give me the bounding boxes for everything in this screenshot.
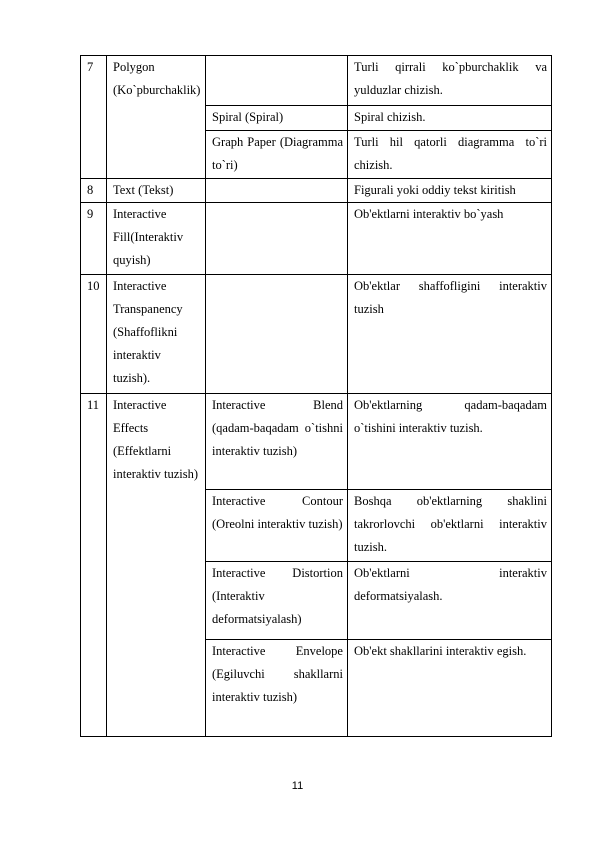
sub-tool-name — [206, 56, 348, 106]
sub-tool-name: Interactive Contour (Oreolni interaktiv tuzish) — [206, 490, 348, 562]
row-number: 10 — [81, 275, 107, 394]
sub-tool-name: Graph Paper (Diagramma to`ri) — [206, 131, 348, 179]
tool-name: Interactive Effects (Effektlarni interaktiv tuzish) — [107, 394, 206, 737]
table-row — [81, 394, 552, 490]
table-row — [81, 56, 552, 106]
table-row — [81, 203, 552, 275]
tool-description: Boshqa ob'ektlarning shaklini takrorlovchi ob'ektlarni interaktiv tuzish. — [348, 490, 552, 562]
sub-tool-name: Interactive Blend (qadam-baqadam o`tishni interaktiv tuzish) — [206, 394, 348, 490]
row-number: 9 — [81, 203, 107, 275]
page-number: 11 — [291, 780, 304, 792]
tool-description: Ob'ektlarning qadam-baqadam o`tishini interaktiv tuzish. — [348, 394, 552, 490]
tool-description: Figurali yoki oddiy tekst kiritish — [348, 179, 552, 203]
table-row — [81, 179, 552, 203]
tool-name: Text (Tekst) — [107, 179, 206, 203]
tool-description: Ob'ektlarni interaktiv deformatsiyalash. — [348, 562, 552, 640]
sub-tool-name: Interactive Distortion (Interaktiv deformatsiyalash) — [206, 562, 348, 640]
row-number: 11 — [81, 394, 107, 737]
tool-name: Polygon (Ko`pburchaklik) — [107, 56, 206, 179]
sub-tool-name: Interactive Envelope (Egiluvchi shakllarni interaktiv tuzish) — [206, 640, 348, 737]
sub-tool-name — [206, 179, 348, 203]
row-number: 8 — [81, 179, 107, 203]
tool-description: Turli qirrali ko`pburchaklik va yulduzlar chizish. — [348, 56, 552, 106]
tool-description: Ob'ektlarni interaktiv bo`yash — [348, 203, 552, 275]
tools-table — [80, 55, 552, 737]
tool-description: Spiral chizish. — [348, 106, 552, 131]
sub-tool-name — [206, 203, 348, 275]
tool-description: Ob'ektlar shaffofligini interaktiv tuzish — [348, 275, 552, 394]
sub-tool-name — [206, 275, 348, 394]
tool-description: Ob'ekt shakllarini interaktiv egish. — [348, 640, 552, 737]
tool-name: Interactive Transpanency (Shaffoflikni interaktiv tuzish). — [107, 275, 206, 394]
table-row — [81, 275, 552, 394]
tool-description: Turli hil qatorli diagramma to`ri chizish. — [348, 131, 552, 179]
row-number: 7 — [81, 56, 107, 179]
sub-tool-name: Spiral (Spiral) — [206, 106, 348, 131]
tool-name: Interactive Fill(Interaktiv quyish) — [107, 203, 206, 275]
